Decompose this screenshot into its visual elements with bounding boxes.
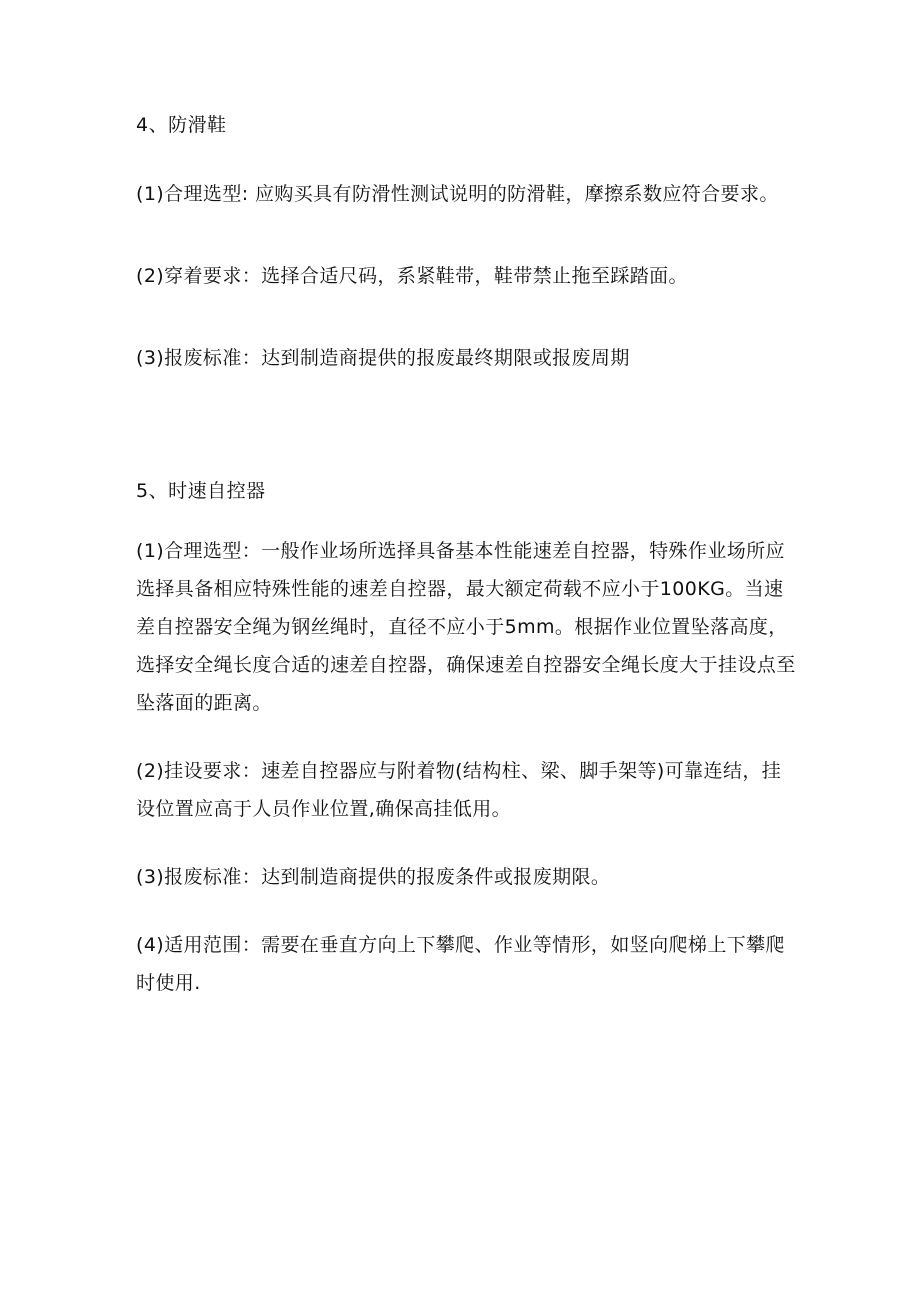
paragraph-selection: (1)合理选型: 应购买具有防滑性测试说明的防滑鞋，摩擦系数应符合要求。 bbox=[136, 183, 779, 205]
paragraph-anchoring: (2)挂设要求：速差自控器应与附着物(结构柱、梁、脚手架等)可靠连结，挂设位置应高于人员作业位置,确保高挂低用。 bbox=[136, 760, 782, 820]
section-anti-slip-shoes bbox=[136, 111, 796, 377]
paragraph-selection: (1)合理选型：一般作业场所选择具备基本性能速差自控器，特殊作业场所应选择具备相应特殊性能的速差自控器，最大额定荷载不应小于100KG。当速差自控器安全绳为钢丝绳时，直径不应小于5mm。根据作业位置坠落高度，选择安全绳长度合适的速差自控器，确保速差自控器安全绳长度大于挂设点至坠落面的距离。 bbox=[136, 540, 796, 714]
section-heading: 5、时速自控器 bbox=[136, 480, 266, 502]
paragraph-wearing: (2)穿着要求：选择合适尺码，系紧鞋带，鞋带禁止拖至踩踏面。 bbox=[136, 265, 688, 287]
paragraph-scrap-standard: (3)报废标准：达到制造商提供的报废最终期限或报废周期 bbox=[136, 347, 630, 369]
section-heading: 4、防滑鞋 bbox=[136, 114, 227, 136]
paragraph-scope: (4)适用范围：需要在垂直方向上下攀爬、作业等情形，如竖向爬梯上下攀爬时使用. bbox=[136, 934, 785, 994]
section-self-retracting-device bbox=[136, 477, 796, 1002]
paragraph-scrap-standard: (3)报废标准：达到制造商提供的报废条件或报废期限。 bbox=[136, 866, 611, 888]
